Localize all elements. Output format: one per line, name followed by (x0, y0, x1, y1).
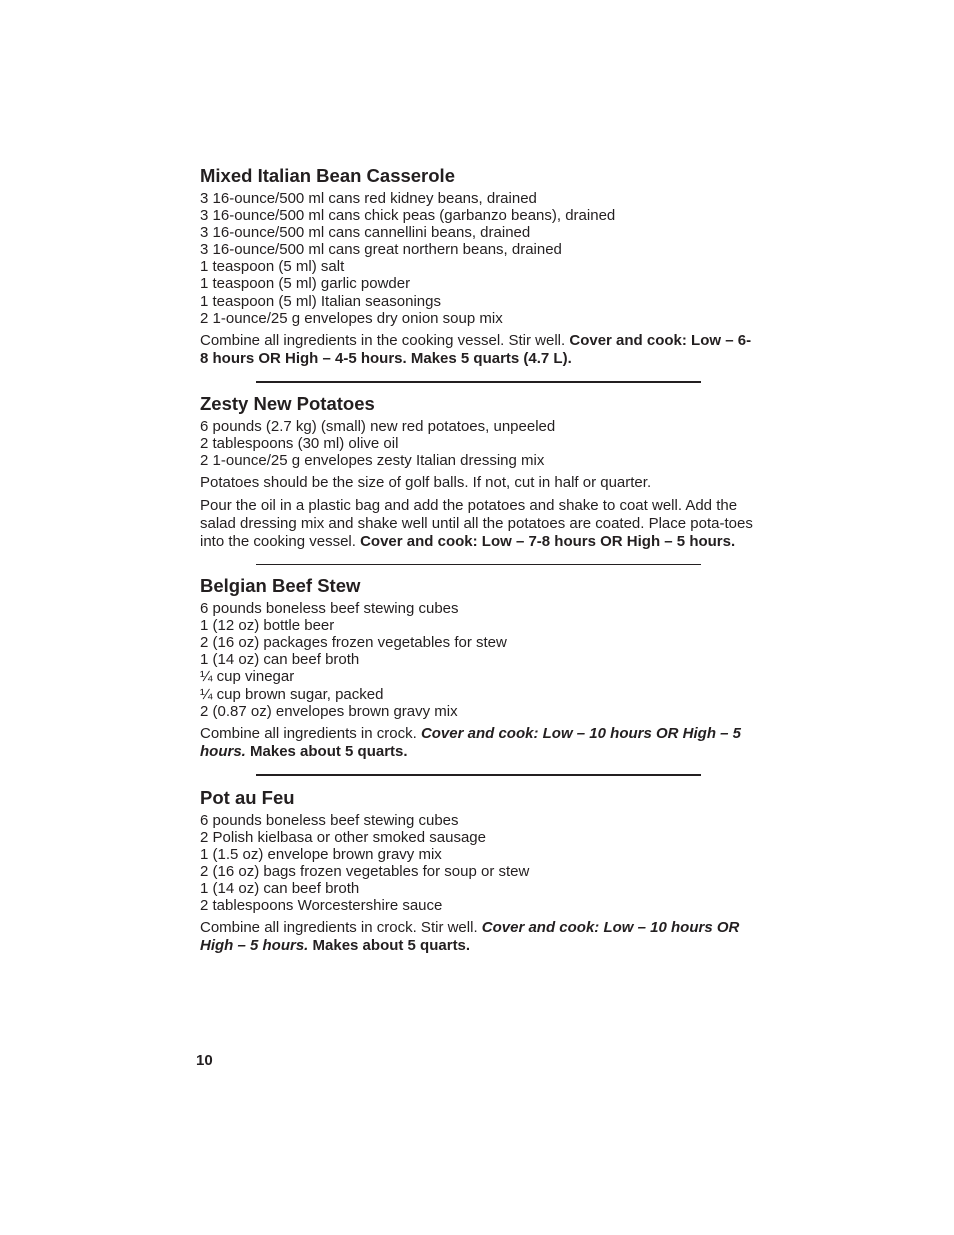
ingredient-item: 2 tablespoons (30 ml) olive oil (200, 434, 399, 452)
ingredient-item: 1 teaspoon (5 ml) Italian seasonings (200, 292, 441, 310)
ingredient-item: 3 16-ounce/500 ml cans great northern beans, drained (200, 241, 562, 259)
cooking-time: Cover and cook: Low – 10 hours OR High – 5 hours. (200, 919, 740, 955)
ingredient-item: 1 teaspoon (5 ml) garlic powder (200, 275, 411, 293)
recipe-pot-au-feu (200, 787, 756, 956)
ingredient-item: 2 (16 oz) bags frozen vegetables for soup or stew (200, 862, 530, 880)
instruction-text: Potatoes should be the size of golf balls. If not, cut in half or quarter. (200, 474, 652, 492)
ingredient-item: 2 1-ounce/25 g envelopes zesty Italian dressing mix (200, 451, 545, 469)
instruction-text: Combine all ingredients in crock. (200, 724, 421, 742)
recipe-title: Pot au Feu (200, 786, 295, 808)
yield-text: Makes about 5 quarts. (245, 742, 408, 760)
ingredient-item: 6 pounds boneless beef stewing cubes (200, 600, 459, 618)
cooking-time: Cover and cook: Low – 7-8 hours OR High – 5 hours. (360, 533, 736, 551)
recipe-instructions (200, 725, 756, 761)
instruction-text: Combine all ingredients in the cooking vessel. Stir well. (200, 331, 570, 349)
recipe-zesty-new-potatoes (200, 393, 756, 551)
ingredient-item: 2 1-ounce/25 g envelopes dry onion soup mix (200, 309, 503, 327)
ingredient-item: 3 16-ounce/500 ml cans cannellini beans, drained (200, 224, 531, 242)
ingredient-item: 3 16-ounce/500 ml cans chick peas (garbanzo beans), drained (200, 207, 616, 225)
recipe-instructions (200, 332, 756, 368)
section-divider (256, 774, 701, 776)
ingredient-list (200, 190, 756, 327)
recipe-mixed-italian-bean-casserole (200, 165, 756, 368)
yield-text: Makes about 5 quarts. (308, 937, 471, 955)
cooking-time: Cover and cook: Low – 6-8 hours OR High – 4-5 hours. Makes 5 quarts (4.7 L). (200, 331, 752, 367)
ingredient-item: 1 (1.5 oz) envelope brown gravy mix (200, 845, 442, 863)
ingredient-item: 1 (12 oz) bottle beer (200, 617, 335, 635)
recipe-instructions (200, 497, 756, 551)
recipe-title: Mixed Italian Bean Casserole (200, 165, 455, 186)
section-divider (256, 381, 701, 383)
ingredient-item: ¼ cup vinegar (200, 668, 295, 686)
section-divider (256, 564, 701, 565)
ingredient-item: 6 pounds (2.7 kg) (small) new red potatoes, unpeeled (200, 417, 556, 435)
ingredient-list (200, 418, 756, 469)
recipe-instructions (200, 919, 756, 955)
recipe-instructions (200, 474, 756, 492)
ingredient-list (200, 600, 756, 720)
ingredient-item: 1 teaspoon (5 ml) salt (200, 258, 345, 276)
recipe-title: Belgian Beef Stew (200, 575, 361, 597)
cooking-time: Cover and cook: Low – 10 hours OR High – 5 hours. (200, 724, 741, 760)
instruction-text: Combine all ingredients in crock. Stir well. (200, 919, 482, 937)
ingredient-item: ¼ cup brown sugar, packed (200, 685, 384, 703)
ingredient-item: 3 16-ounce/500 ml cans red kidney beans, drained (200, 190, 537, 207)
recipe-title: Zesty New Potatoes (200, 392, 375, 414)
ingredient-item: 2 (0.87 oz) envelopes brown gravy mix (200, 702, 458, 720)
instruction-text: Pour the oil in a plastic bag and add the potatoes and shake to coat well. Add the salad dressing mix and shake well until all the potatoes are coated. Place pota-toes into the cooking vessel. (200, 497, 753, 551)
ingredient-item: 6 pounds boneless beef stewing cubes (200, 811, 459, 829)
ingredient-item: 2 tablespoons Worcestershire sauce (200, 897, 443, 915)
ingredient-item: 2 Polish kielbasa or other smoked sausage (200, 828, 486, 846)
recipe-belgian-beef-stew (200, 575, 756, 761)
recipe-page (200, 165, 756, 955)
page-number: 10 (196, 1052, 213, 1069)
ingredient-item: 2 (16 oz) packages frozen vegetables for stew (200, 634, 507, 652)
ingredient-item: 1 (14 oz) can beef broth (200, 880, 360, 898)
ingredient-list (200, 812, 756, 915)
ingredient-item: 1 (14 oz) can beef broth (200, 651, 360, 669)
